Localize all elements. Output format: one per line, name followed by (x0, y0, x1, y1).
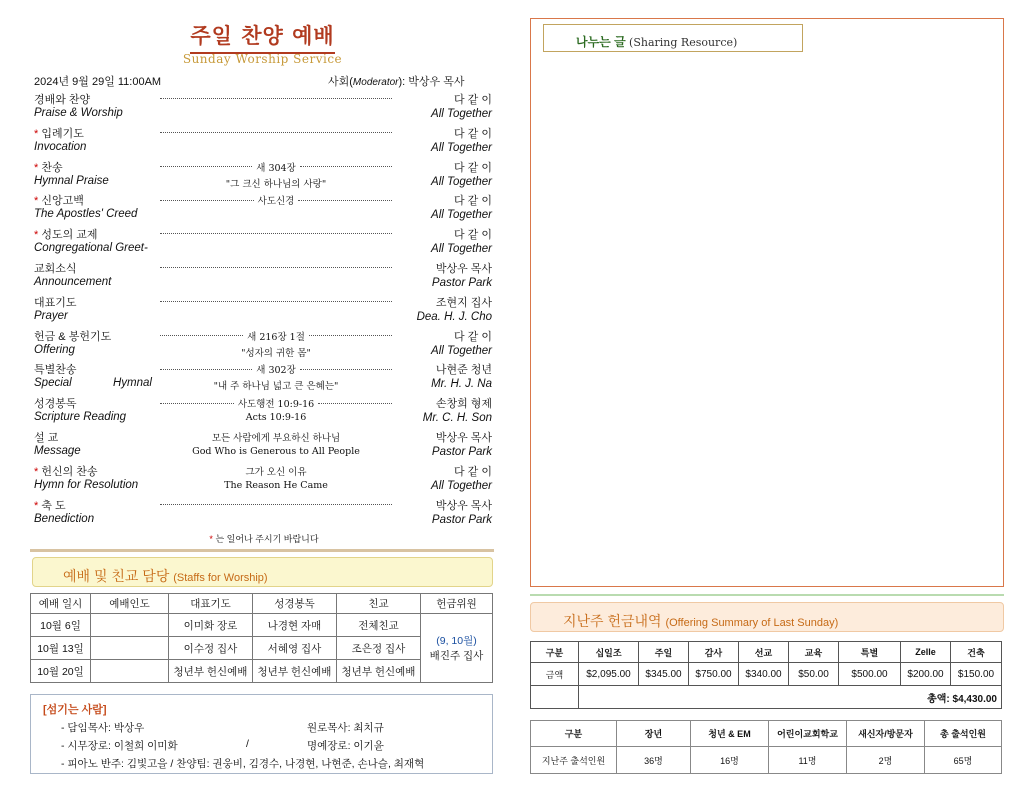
dotted-leader (160, 98, 392, 99)
item-title-ko: * 성도의 교제 (34, 229, 98, 242)
table-header: 감사 (689, 642, 739, 663)
item-detail: 새 216장 1절 (160, 329, 392, 343)
order-of-worship (34, 91, 494, 530)
item-title-en: Scripture Reading (34, 411, 127, 424)
item-leader-en: All Together (431, 243, 492, 256)
table-header: 건축 (951, 642, 1002, 663)
item-title-ko: 경배와 찬양 (34, 94, 91, 106)
list-item (34, 125, 494, 159)
list-item (34, 328, 494, 362)
item-leader-ko: 박상우 목사 (435, 262, 492, 275)
list-item (34, 395, 494, 429)
item-leader-ko: 박상우 목사 (435, 499, 492, 512)
item-title-en: Announcement (34, 275, 112, 288)
service-date: 2024년 9월 29일 11:00AM (34, 76, 162, 88)
table-row: 10월 6일 이미화 장로 나경현 자매 전체친교 (9, 10월) 배진주 집사 (31, 614, 493, 637)
table-header: Zelle (901, 642, 951, 663)
item-detail: 사도행전 10:9-16 (160, 396, 392, 410)
divider (30, 549, 494, 552)
item-detail-2: The Reason He Came (224, 479, 328, 491)
table-header: 예배인도 (91, 594, 169, 614)
divider (530, 594, 1004, 596)
item-detail: 새 302장 (160, 362, 392, 376)
item-leader-en: Pastor Park (431, 445, 492, 458)
table-header: 총 출석인원 (925, 721, 1002, 747)
item-leader-en: All Together (431, 344, 492, 357)
list-item (34, 497, 494, 531)
sharing-title: 나누는 글 (Sharing Resource) (543, 24, 803, 52)
offering-total: 총액: $4,430.00 (579, 686, 1002, 709)
emeritus-pastor: 원로목사: 최치규 (307, 722, 384, 734)
page-subtitle: Sunday Worship Service (182, 52, 343, 66)
item-title-en: Congregational Greet- (34, 242, 148, 255)
staff-heading: 예배 및 친교 담당 (Staffs for Worship) (32, 557, 493, 587)
item-title-ko: 교회소식 (34, 262, 77, 275)
table-header: 새신자/방문자 (847, 721, 925, 747)
offering-heading: 지난주 헌금내역 (Offering Summary of Last Sunday) (530, 602, 1004, 632)
attendance-table (530, 720, 1002, 774)
page-title: 주일 찬양 예배 (190, 20, 335, 54)
stand-note: * 는 일어나 주시기 바랍니다 (209, 534, 319, 544)
item-title-ko: 성경봉독 (34, 398, 77, 411)
item-leader-en: Pastor Park (431, 276, 492, 289)
table-header: 대표기도 (169, 594, 253, 614)
offering-table (530, 641, 1002, 709)
table-row: 지난주 출석인원 36명 16명 11명 2명 65명 (531, 747, 1002, 774)
table-row: 금액 $2,095.00 $345.00 $750.00 $340.00 $50.00 $500.00 $200.00 $150.00 (531, 663, 1002, 686)
item-detail: 모든 사람에게 부요하신 하나님 (211, 432, 341, 444)
item-title-en: Praise & Worship (34, 107, 123, 119)
item-leader-ko: 다 같 이 (454, 330, 492, 343)
elders: - 시무장로: 이철희 이미화 (61, 740, 178, 752)
item-title-ko: 특별찬송 (34, 364, 77, 377)
item-title-en: Hymn for Resolution (34, 478, 139, 491)
dotted-leader (160, 504, 392, 505)
item-leader-en: Pastor Park (431, 513, 492, 526)
item-leader-ko: 다 같 이 (454, 229, 492, 242)
item-leader-ko: 다 같 이 (454, 195, 492, 208)
item-leader-en: Mr. H. J. Na (431, 378, 492, 391)
list-item (34, 463, 494, 497)
item-detail-2: "성자의 귀한 몸" (241, 347, 311, 359)
table-header: 장년 (617, 721, 691, 747)
table-header: 구분 (531, 721, 617, 747)
item-leader-ko: 나현준 청년 (435, 364, 492, 377)
dotted-leader (160, 132, 392, 133)
item-title-en: Hymnal Praise (34, 174, 109, 187)
table-header: 예배 일시 (31, 594, 91, 614)
item-title-ko: * 입례기도 (34, 127, 84, 140)
table-header: 청년 & EM (691, 721, 769, 747)
item-title-ko: 헌금 & 봉헌기도 (34, 330, 112, 343)
item-leader-en: All Together (431, 479, 492, 492)
offering-committee: (9, 10월) 배진주 집사 (421, 614, 493, 683)
staff-table (30, 593, 493, 683)
table-row: 10월 13일 이수정 집사 서혜영 집사 조은정 집사 (31, 637, 493, 660)
item-leader-ko: 손창희 형제 (435, 398, 492, 411)
item-leader-ko: 박상우 목사 (435, 431, 492, 444)
list-item (34, 91, 494, 125)
honorary-elder: 명예장로: 이기윤 (307, 740, 384, 752)
slash: / (246, 738, 249, 750)
table-header: 헌금위원 (421, 594, 493, 614)
dotted-leader (160, 267, 392, 268)
table-header: 주일 (639, 642, 689, 663)
list-item (34, 192, 494, 226)
item-leader-en: All Together (431, 141, 492, 154)
item-leader-ko: 다 같 이 (454, 161, 492, 174)
music-team: - 피아노 반주: 김빛고을 / 찬양팀: 권웅비, 김경수, 나경현, 나현준, 손나슬, 최재혁 (61, 758, 425, 770)
item-leader-ko: 조현지 집사 (435, 296, 492, 309)
list-item (34, 260, 494, 294)
sharing-box (530, 18, 1004, 587)
table-header: 선교 (739, 642, 789, 663)
servants-box (30, 694, 493, 774)
table-header: 구분 (531, 642, 579, 663)
list-item (34, 361, 494, 395)
table-row (531, 686, 1002, 709)
item-title-en: Message (34, 444, 81, 457)
table-header: 어린이교회학교 (769, 721, 847, 747)
list-item (34, 226, 494, 260)
item-title-ko: 설 교 (34, 431, 59, 444)
table-row: 10월 20일 청년부 헌신예배 청년부 헌신예배 청년부 헌신예배 (31, 660, 493, 683)
servants-title: [섬기는 사람] (43, 704, 107, 716)
item-title-ko: * 찬송 (34, 161, 63, 174)
item-title-en: Prayer (34, 309, 68, 322)
table-header: 친교 (337, 594, 421, 614)
list-item (34, 294, 494, 328)
item-leader-en: All Together (431, 108, 492, 120)
list-item (34, 429, 494, 463)
item-title-ko: 대표기도 (34, 296, 77, 309)
item-title-ko: * 축 도 (34, 499, 66, 512)
item-leader-en: All Together (431, 209, 492, 222)
item-title-en: Invocation (34, 140, 87, 153)
item-detail-2: Acts 10:9-16 (245, 412, 307, 424)
item-detail-2: God Who is Generous to All People (192, 445, 360, 457)
item-leader-ko: 다 같 이 (454, 94, 492, 106)
item-leader-ko: 다 같 이 (454, 465, 492, 478)
item-leader-en: All Together (431, 175, 492, 188)
dotted-leader (160, 301, 392, 302)
item-detail: 사도신경 (160, 193, 392, 207)
moderator: 사회(Moderator): 박상우 목사 (328, 76, 465, 88)
senior-pastor: - 담임목사: 박상우 (61, 722, 145, 734)
item-title-en: Benediction (34, 512, 95, 525)
table-header: 교육 (789, 642, 839, 663)
dotted-leader (160, 233, 392, 234)
item-title-ko: * 신앙고백 (34, 195, 84, 208)
item-detail: 그가 오신 이유 (245, 466, 307, 478)
item-title-en: Special Hymnal (34, 377, 152, 390)
item-title-en: The Apostles' Creed (34, 208, 138, 221)
item-detail-2: "내 주 하나님 넓고 큰 은혜는" (213, 381, 339, 393)
item-detail: 새 304장 (160, 160, 392, 174)
item-leader-ko: 다 같 이 (454, 127, 492, 140)
table-header: 성경봉독 (253, 594, 337, 614)
item-title-en: Offering (34, 343, 75, 356)
item-leader-en: Dea. H. J. Cho (416, 310, 492, 323)
table-header: 특별 (839, 642, 901, 663)
table-header: 십일조 (579, 642, 639, 663)
item-detail-2: "그 크신 하나님의 사랑" (225, 178, 327, 190)
list-item (34, 159, 494, 193)
item-title-ko: * 헌신의 찬송 (34, 465, 98, 478)
item-leader-en: Mr. C. H. Son (422, 412, 492, 425)
